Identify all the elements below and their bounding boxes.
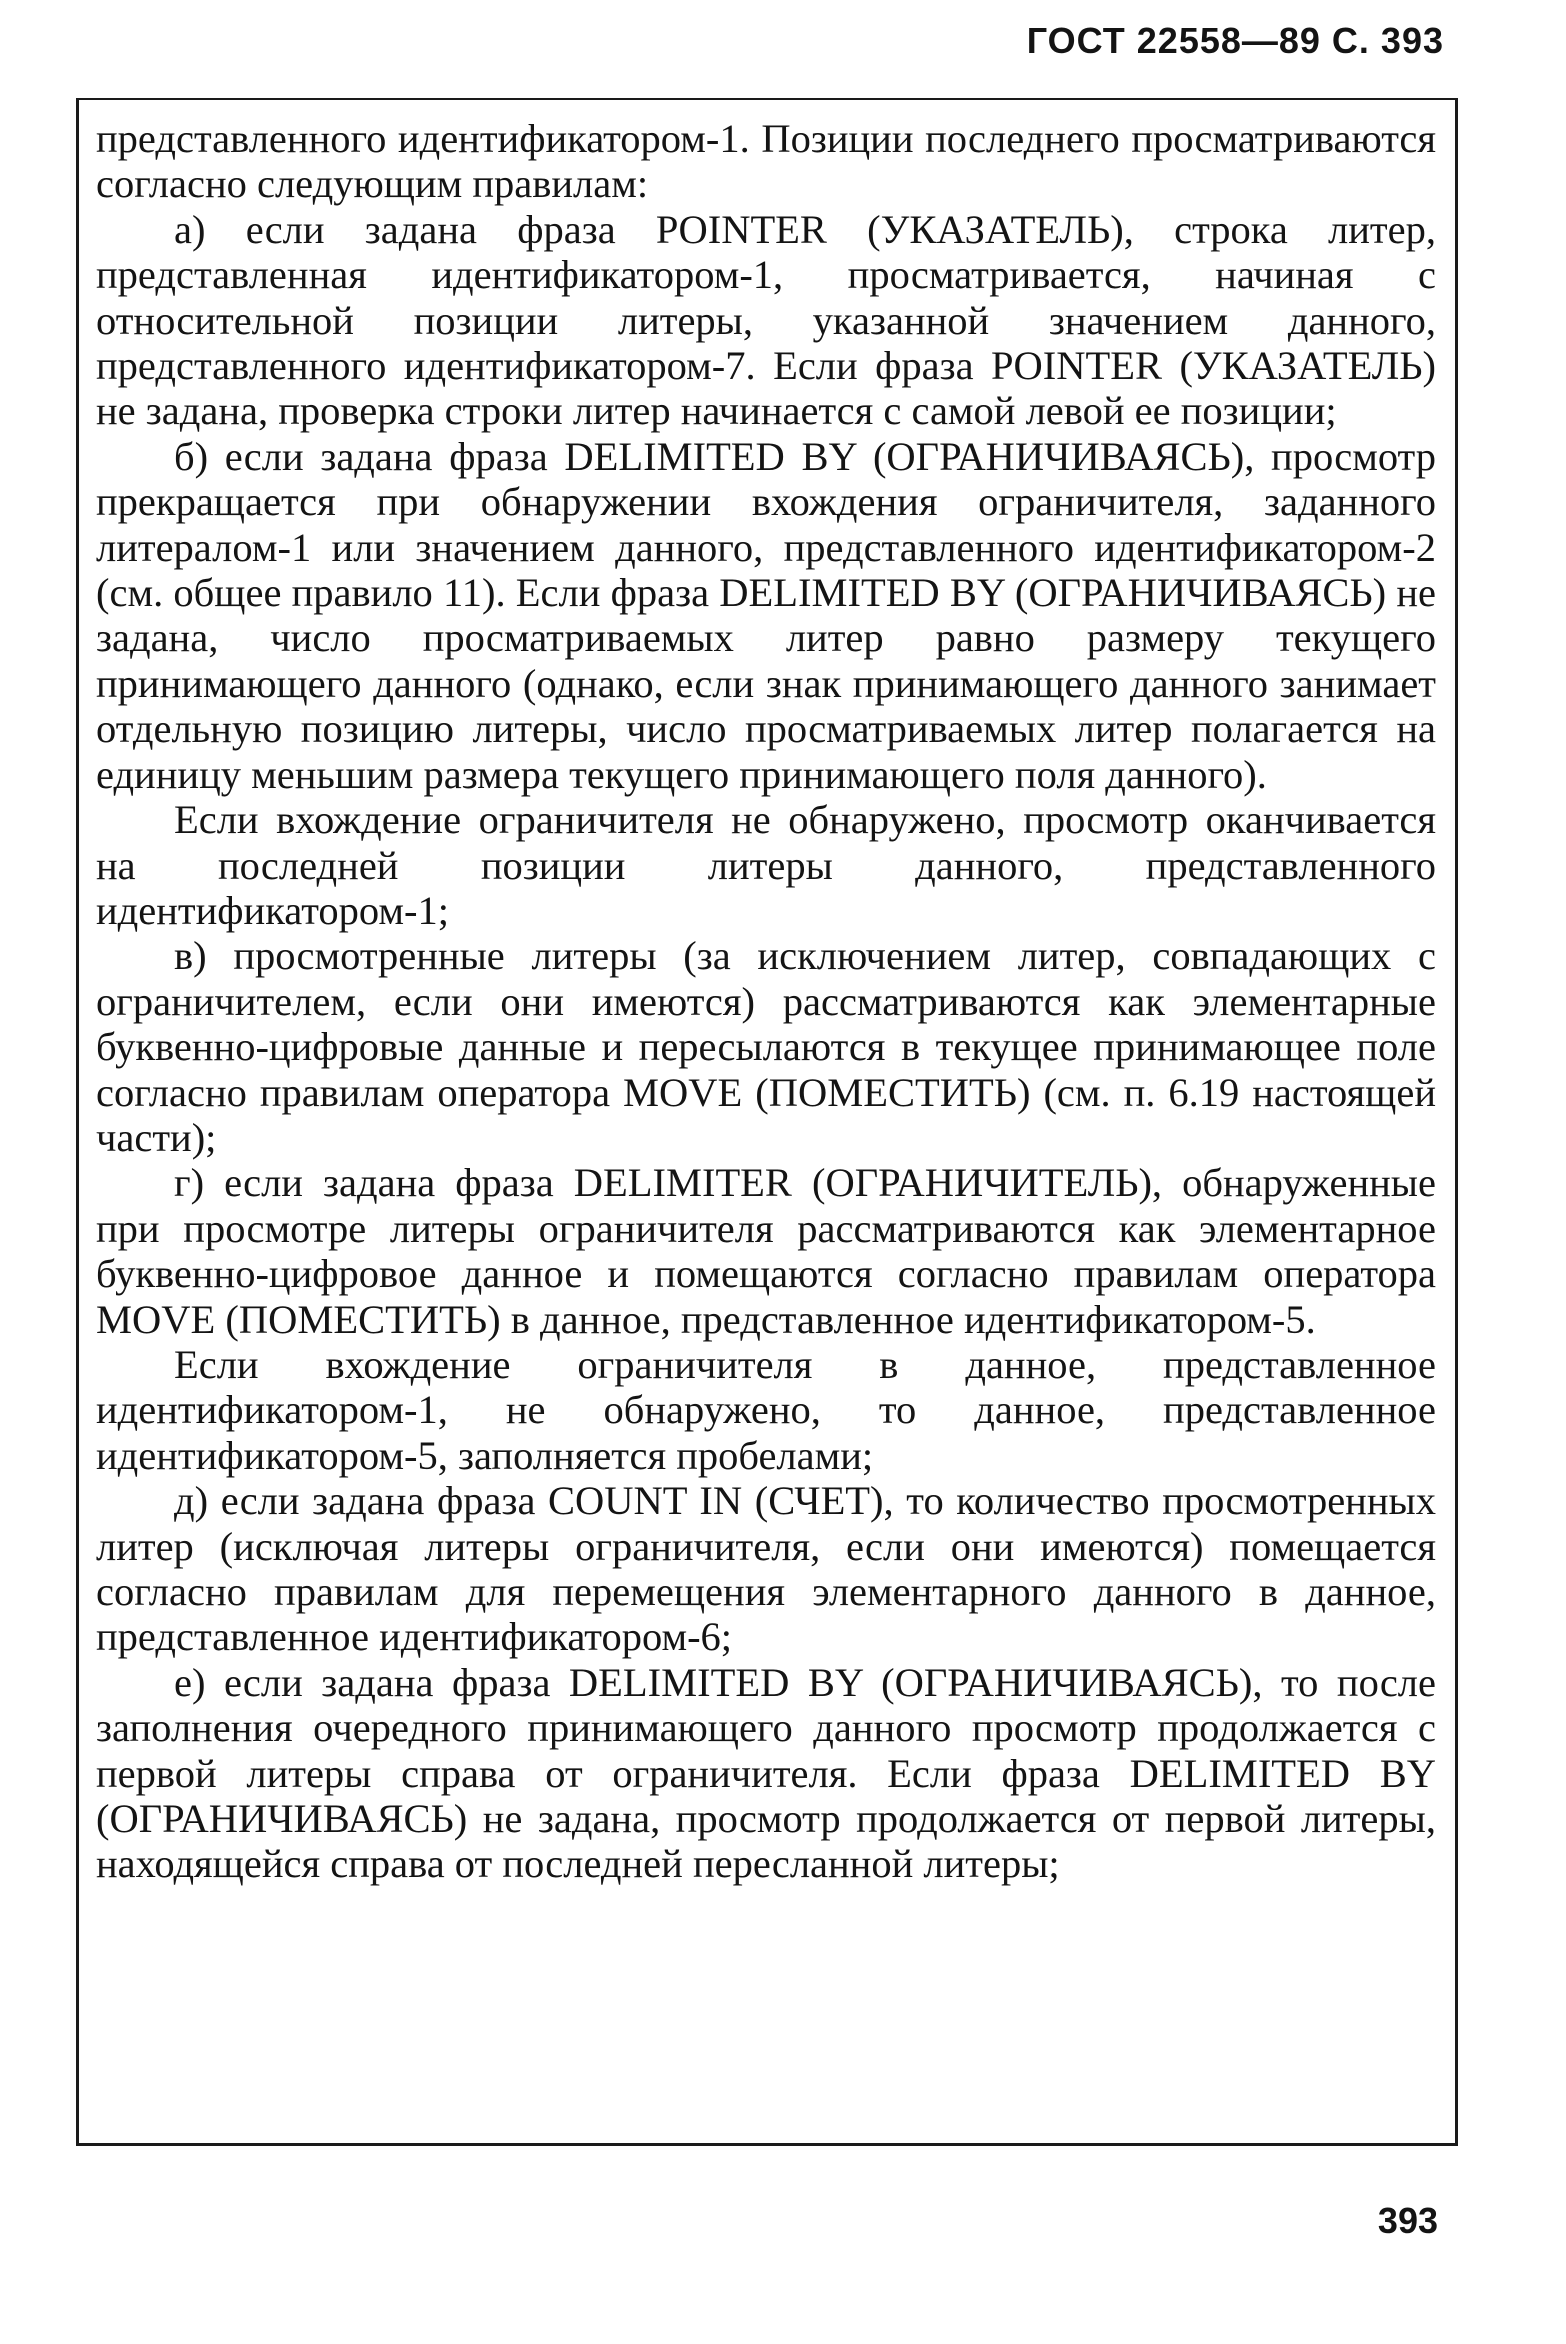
paragraph-continuation: представленного идентификатором-1. Позиции последнего просматриваются согласно следующим правилам: — [96, 116, 1436, 207]
running-header: ГОСТ 22558—89 С. 393 — [1026, 20, 1444, 61]
paragraph-item-b-note: Если вхождение ограничителя не обнаружено, просмотр оканчивается на последней позиции литеры данного, представленного идентификатором-1; — [96, 797, 1436, 933]
paragraph-item-a: а) если задана фраза POINTER (УКАЗАТЕЛЬ), строка литер, представленная идентификатором-1, просматривается, начиная с относительной позиции литеры, указанной значением данного, представленного идентификатором-7. Если фраза POINTER (УКАЗАТЕЛЬ) не задана, проверка строки литер начинается с самой левой ее позиции; — [96, 206, 1436, 434]
paragraph-item-b: б) если задана фраза DELIMITED BY (ОГРАНИЧИВАЯСЬ), просмотр прекращается при обнаружении вхождения ограничителя, заданного литералом-1 или значением данного, представленного идентификатором-2 (см. общее правило 11). Если фраза DELIMITED BY (ОГРАНИЧИВАЯСЬ) не задана, число просматриваемых литер равно размеру текущего принимающего данного (однако, если знак принимающего данного занимает отдельную позицию литеры, число просматриваемых литер полагается на единицу меньшим размера текущего принимающего поля данного). — [96, 433, 1436, 797]
paragraph-item-g-note: Если вхождение ограничителя в данное, представленное идентификатором-1, не обнаружено, то данное, представленное идентификатором-5, заполняется пробелами; — [96, 1341, 1436, 1478]
page-number: 393 — [1377, 2200, 1438, 2241]
paragraph-item-e: е) если задана фраза DELIMITED BY (ОГРАНИЧИВАЯСЬ), то после заполнения очередного принимающего данного просмотр продолжается с первой литеры справа от ограничителя. Если фраза DELIMITED BY (ОГРАНИЧИВАЯСЬ) не задана, просмотр продолжается от первой литеры, находящейся справа от последней пересланной литеры; — [96, 1659, 1436, 1887]
paragraph-item-d: д) если задана фраза COUNT IN (СЧЕТ), то количество просмотренных литер (исключая литеры ограничителя, если они имеются) помещается согласно правилам для перемещения элементарного данного в данное, представленное идентификатором-6; — [96, 1478, 1436, 1660]
page-body — [96, 116, 1436, 1887]
paragraph-item-v: в) просмотренные литеры (за исключением литер, совпадающих с ограничителем, если они имеются) рассматриваются как элементарные буквенно-цифровые данные и пересылаются в текущее принимающее поле согласно правилам оператора MOVE (ПОМЕСТИТЬ) (см. п. 6.19 настоящей части); — [96, 933, 1436, 1160]
paragraph-item-g: г) если задана фраза DELIMITER (ОГРАНИЧИТЕЛЬ), обнаруженные при просмотре литеры ограничителя рассматриваются как элементарное буквенно-цифровое данное и помещаются согласно правилам оператора MOVE (ПОМЕСТИТЬ) в данное, представленное идентификатором-5. — [96, 1160, 1436, 1342]
